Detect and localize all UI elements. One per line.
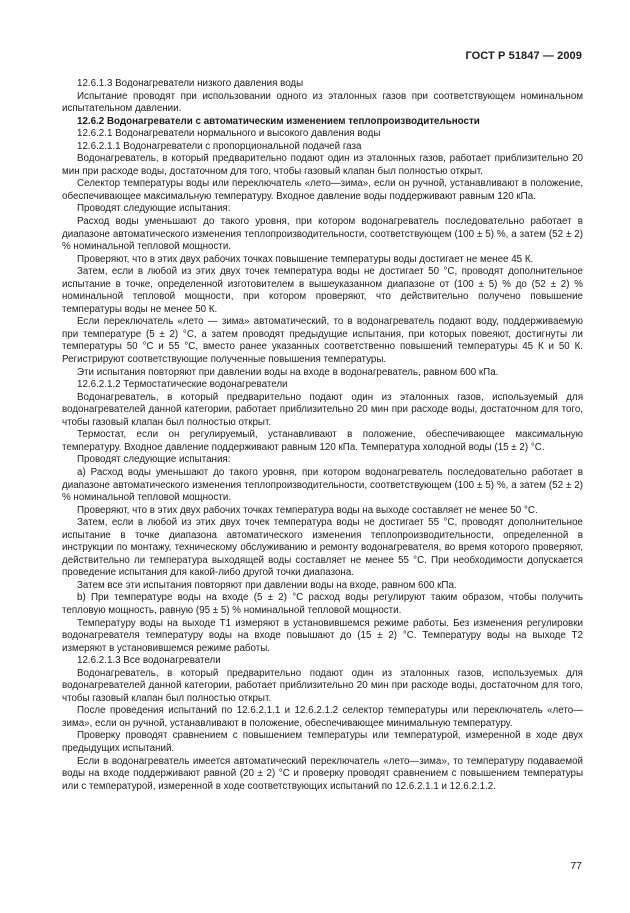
body-paragraph: b) При температуре воды на входе (5 ± 2) °С расход воды регулируют таким образом, чтобы получить тепловую мощность, равную (95 ± 5) % номинальной тепловой мощности. xyxy=(62,592,583,616)
body-paragraph: Водонагреватель, в который предварительно подают один из эталонных газов, используемый для водонагревателей данной категории, работает приблизительно 20 мин при расходе воды, достаточном для того, чтобы газовый клапан был полностью открыт. xyxy=(62,391,583,428)
document-body xyxy=(62,78,583,793)
body-paragraph: Расход воды уменьшают до такого уровня, при котором водонагреватель последовательно работает в диапазоне автоматического изменения теплопроизводительности, соответствующем (100 ± 5) %, а затем (52 ± 2) % номинальной тепловой мощности. xyxy=(62,216,583,253)
body-paragraph: После проведения испытаний по 12.6.2.1.1 и 12.6.2.1.2 селектор температуры или переключатель «лето—зима», если он ручной, устанавливают в положение, обеспечивающее минимальную температуру. xyxy=(62,705,583,729)
body-paragraph: Испытание проводят при использовании одного из эталонных газов при соответствующем номинальном испытательном давлении. xyxy=(62,90,583,115)
body-paragraph: Водонагреватель, в который предварительно подают один из эталонных газов, работает приблизительно 20 мин при расходе воды, достаточном для того, чтобы газовый клапан был полностью открыт. xyxy=(62,153,583,177)
page-number: 77 xyxy=(570,860,582,872)
section-heading: 12.6.2.1 Водонагреватели нормального и высокого давления воды xyxy=(77,128,381,140)
body-paragraph: Водонагреватель, в который предварительно подают один из эталонных газов, используемых для водонагревателей данной категории, работает приблизительно 20 мин при расходе воды, достаточном для того, чтобы газовый клапан был полностью открыт. xyxy=(62,667,583,704)
body-paragraph: Затем все эти испытания повторяют при давлении воды на входе, равном 600 кПа. xyxy=(77,579,457,591)
body-paragraph: Термостат, если он регулируемый, устанавливают в положение, обеспечивающее максимальную температуру. Входное давление поддерживают равным 120 кПа. Температура холодной воды (15 ± 2) °С. xyxy=(62,429,583,453)
section-heading-bold: 12.6.2 Водонагреватели с автоматическим изменением теплопроизводительности xyxy=(77,115,480,127)
section-heading: 12.6.2.1.2 Термостатические водонагреватели xyxy=(77,379,288,391)
body-paragraph: Затем, если в любой из этих двух точек температура воды не достигает 50 °С, проводят дополнительное испытание в точке, определенной изготовителем в вышеуказанном диапазоне от (100 ± 5) % до (52 ± 2) % номинальной тепловой мощности, при котором проверяют, что действительно получено повышение температуры воды не менее 50 К. xyxy=(62,266,583,315)
body-paragraph: Проверяют, что в этих двух рабочих точках температура воды на выходе составляет не менее 50 °С. xyxy=(77,504,538,516)
body-paragraph: Проводят следующие испытания: xyxy=(77,454,231,466)
body-paragraph: Эти испытания повторяют при давлении воды на входе в водонагреватель, равном 600 кПа. xyxy=(77,366,499,378)
document-header: ГОСТ Р 51847 — 2009 xyxy=(465,50,582,62)
body-paragraph: Если в водонагреватель имеется автоматический переключатель «лето—зима», то температуру подаваемой воды на входе поддерживают равной (20 ± 2) °С и проверку проводят сравнением с повышением температуры или с температурой, измеренной в ходе соответствующих испытаний по 12.6.2.1.1 и 12.6.2.1.2. xyxy=(62,755,583,792)
body-paragraph: Затем, если в любой из этих двух точек температура воды не достигает 55 °С, проводят дополнительное испытание в точке диапазона автоматического изменения теплопроизводительности, определенной в инструкции по монтажу, техническому обслуживанию и ремонту водонагревателя, во время которого проверяют, действительно ли температура выходящей воды составляет не менее 55 °С. При необходимости допускается проведение испытания для какой-либо другой точки диапазона. xyxy=(62,517,583,579)
section-heading: 12.6.1.3 Водонагреватели низкого давления воды xyxy=(77,78,304,89)
section-heading: 12.6.2.1.1 Водонагреватели с пропорциональной подачей газа xyxy=(77,140,362,152)
body-paragraph: Если переключатель «лето — зима» автоматический, то в водонагреватель подают воду, поддерживаемую при температуре (5 ± 2) °С, а затем проводят предыдущие испытания, при которых повеяют, достигнуты ли температуры 50 °С и 55 °С, вместо ранее указанных соответственно повышений температуры 45 К и 50 К. Регистрируют соответствующие полученные повышения температуры. xyxy=(62,316,583,366)
body-paragraph: Проверку проводят сравнением с повышением температуры или температурой, измеренной в ходе двух предыдущих испытаний. xyxy=(62,730,583,754)
body-paragraph: а) Расход воды уменьшают до такого уровня, при котором водонагреватель последовательно работает в диапазоне автоматического изменения теплопроизводительности, соответствующем (100 ± 5) %, а затем (52 ± 2) % номинальной тепловой мощности. xyxy=(62,466,583,504)
body-paragraph: Температуру воды на выходе T1 измеряют в установившемся режиме работы. Без изменения регулировки водонагревателя температуру воды на входе повышают до (15 ± 2) °С. Температуру воды на выходе T2 измеряют в установившемся режиме работы. xyxy=(62,617,583,654)
body-paragraph: Селектор температуры воды или переключатель «лето—зима», если он ручной, устанавливают в положение, обеспечивающее максимальную температуру. Входное давление воды поддерживают равным 120 кПа. xyxy=(62,178,583,202)
body-paragraph: Проверяют, что в этих двух рабочих точках повышение температуры воды достигает не менее 45 К. xyxy=(77,253,534,265)
section-heading: 12.6.2.1.3 Все водонагреватели xyxy=(77,655,221,667)
body-paragraph: Проводят следующие испытания: xyxy=(77,203,231,215)
